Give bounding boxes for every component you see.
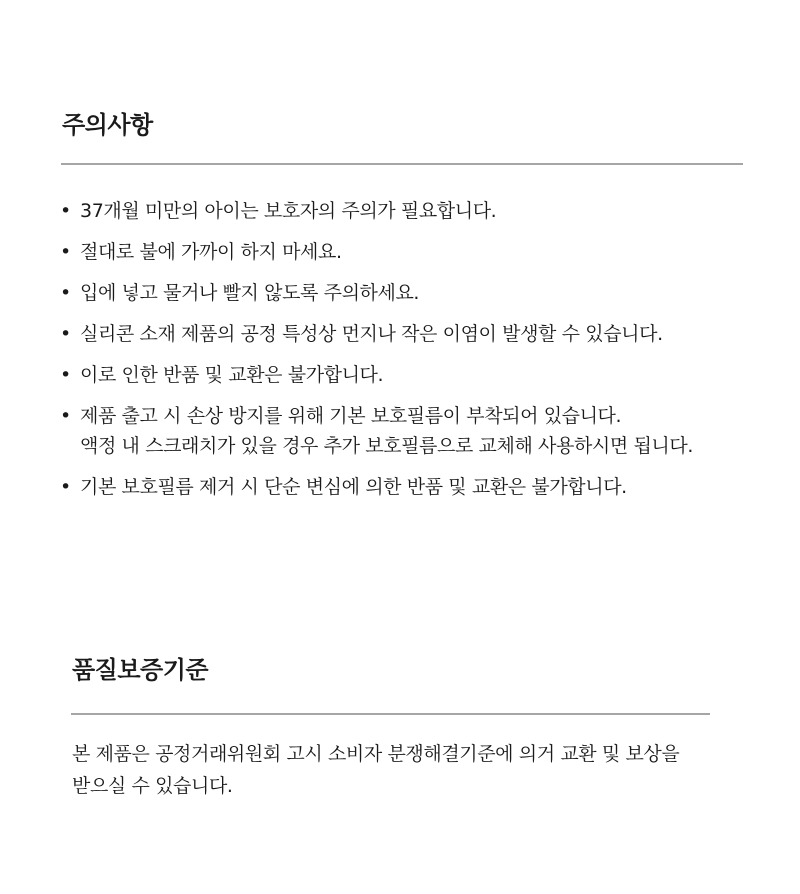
warranty-description — [72, 738, 732, 802]
caution-item — [60, 278, 760, 308]
caution-item — [60, 237, 760, 267]
caution-item — [60, 319, 760, 349]
bullet-icon: • — [60, 200, 71, 222]
bullet-icon: • — [60, 476, 71, 498]
caution-item — [60, 196, 760, 226]
caution-item-text: 이로 인한 반품 및 교환은 불가합니다. — [80, 364, 384, 386]
caution-item — [60, 472, 760, 502]
caution-item-text: 제품 출고 시 손상 방지를 위해 기본 보호필름이 부착되어 있습니다. — [80, 405, 622, 427]
caution-item-text: 절대로 불에 가까이 하지 마세요. — [80, 241, 342, 263]
bullet-icon: • — [60, 405, 71, 427]
warranty-text-line: 본 제품은 공정거래위원회 고시 소비자 분쟁해결기준에 의거 교환 및 보상을 — [72, 743, 680, 765]
caution-divider — [61, 163, 743, 165]
bullet-icon: • — [60, 364, 71, 386]
warranty-text-line: 받으실 수 있습니다. — [72, 775, 233, 797]
caution-item — [60, 360, 760, 390]
caution-item-text: 액정 내 스크래치가 있을 경우 추가 보호필름으로 교체해 사용하시면 됩니다. — [80, 435, 693, 457]
caution-item-text: 기본 보호필름 제거 시 단순 변심에 의한 반품 및 교환은 불가합니다. — [80, 476, 627, 498]
caution-item — [60, 401, 760, 461]
warranty-section-title: 품질보증기준 — [72, 656, 209, 684]
bullet-icon: • — [60, 241, 71, 263]
bullet-icon: • — [60, 282, 71, 304]
caution-item-text: 입에 넣고 물거나 빨지 않도록 주의하세요. — [80, 282, 420, 304]
caution-section-title: 주의사항 — [62, 111, 153, 139]
caution-list — [60, 196, 760, 513]
caution-item-text: 37개월 미만의 아이는 보호자의 주의가 필요합니다. — [80, 200, 497, 222]
warranty-divider — [71, 713, 710, 715]
bullet-icon: • — [60, 323, 71, 345]
caution-item-text: 실리콘 소재 제품의 공정 특성상 먼지나 작은 이염이 발생할 수 있습니다. — [80, 323, 663, 345]
